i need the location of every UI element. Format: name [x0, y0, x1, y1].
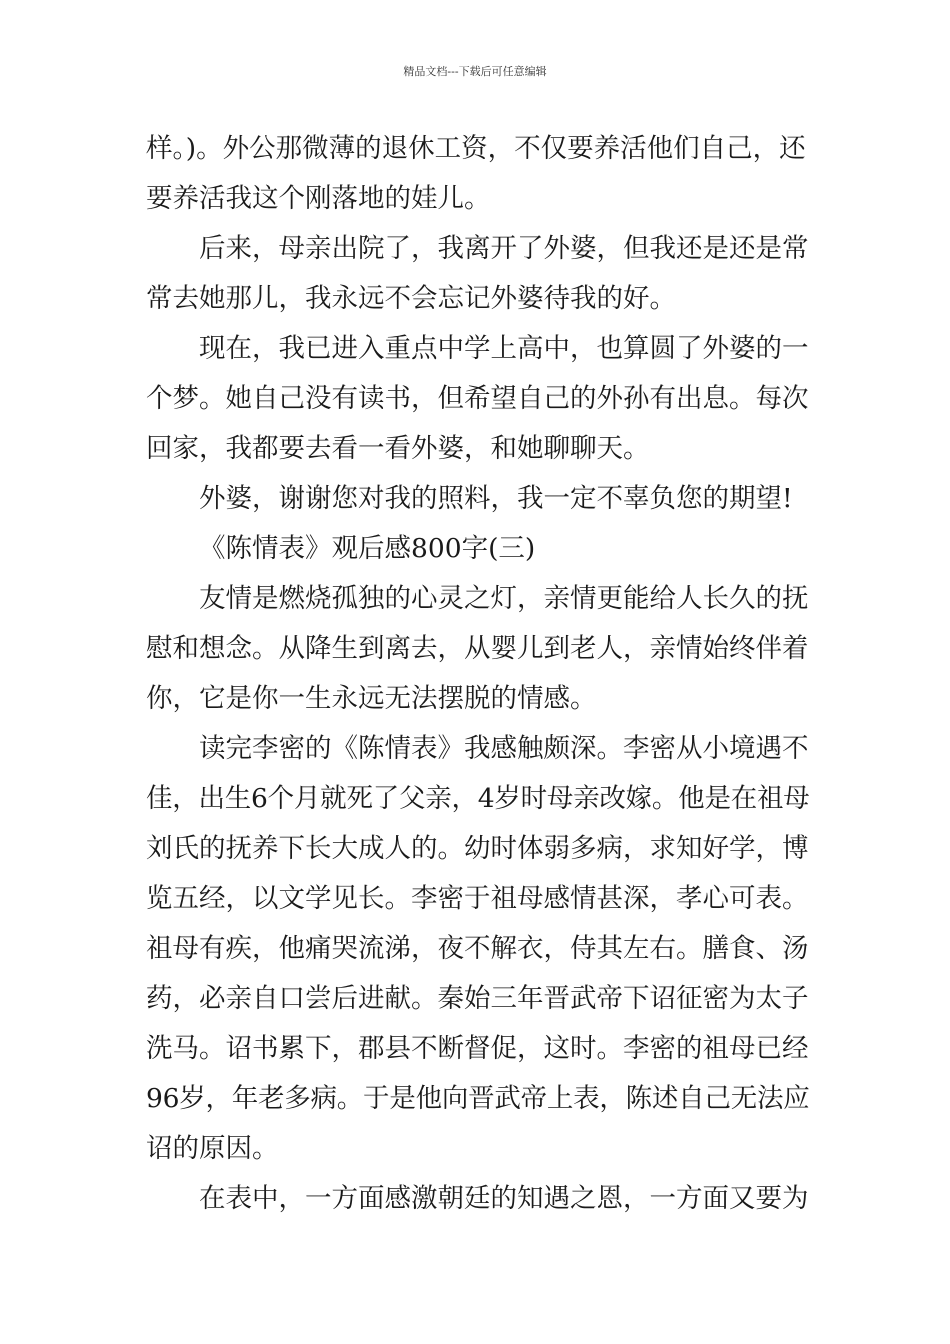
text-line: 常去她那儿，我永远不会忘记外婆待我的好。 [146, 283, 676, 314]
text-line: 样。)。外公那微薄的退休工资，不仅要养活他们自己，还 [146, 133, 806, 164]
paragraph [146, 574, 810, 724]
paragraph [146, 474, 810, 524]
text-line: 览五经，以文学见长。李密于祖母感情甚深，孝心可表。 [146, 883, 809, 914]
text-line: 祖母有疾，他痛哭流涕，夜不解衣，侍其左右。膳食、汤 [146, 933, 809, 964]
paragraph [146, 324, 810, 474]
text-line: 你，它是你一生永远无法摆脱的情感。 [146, 683, 597, 714]
paragraph [146, 1174, 810, 1224]
paragraph [146, 224, 810, 324]
text-line: 佳，出生6个月就死了父亲，4岁时母亲改嫁。他是在祖母 [146, 783, 810, 814]
text-line: 药，必亲自口尝后进献。秦始三年晋武帝下诏征密为太子 [146, 983, 809, 1014]
text-line: 现在，我已进入重点中学上高中，也算圆了外婆的一 [199, 333, 809, 364]
text-line: 刘氏的抚养下长大成人的。幼时体弱多病，求知好学，博 [146, 833, 809, 864]
text-line: 在表中，一方面感激朝廷的知遇之恩，一方面又要为 [199, 1183, 809, 1214]
text-line: 96岁，年老多病。于是他向晋武帝上表，陈述自己无法应 [146, 1083, 810, 1114]
document-body [146, 124, 810, 1224]
text-line: 外婆，谢谢您对我的照料，我一定不辜负您的期望! [199, 483, 793, 514]
text-line: 洗马。诏书累下，郡县不断督促，这时。李密的祖母已经 [146, 1033, 809, 1064]
text-line: 读完李密的《陈情表》我感触颇深。李密从小境遇不 [199, 733, 809, 764]
text-line: 友情是燃烧孤独的心灵之灯，亲情更能给人长久的抚 [199, 583, 809, 614]
text-line: 回家，我都要去看一看外婆，和她聊聊天。 [146, 433, 650, 464]
text-line: 慰和想念。从降生到离去，从婴儿到老人，亲情始终伴着 [146, 633, 809, 664]
text-line: 要养活我这个刚落地的娃儿。 [146, 183, 491, 214]
paragraph [146, 124, 810, 224]
text-line: 《陈情表》观后感800字(三) [199, 533, 536, 564]
section-title [146, 524, 810, 574]
page-header: 精品文档---下载后可任意编辑 [403, 65, 547, 78]
text-line: 诏的原因。 [146, 1133, 279, 1164]
text-line: 后来，母亲出院了，我离开了外婆，但我还是还是常 [199, 233, 809, 264]
paragraph [146, 724, 810, 1174]
text-line: 个梦。她自己没有读书，但希望自己的外孙有出息。每次 [146, 383, 809, 414]
